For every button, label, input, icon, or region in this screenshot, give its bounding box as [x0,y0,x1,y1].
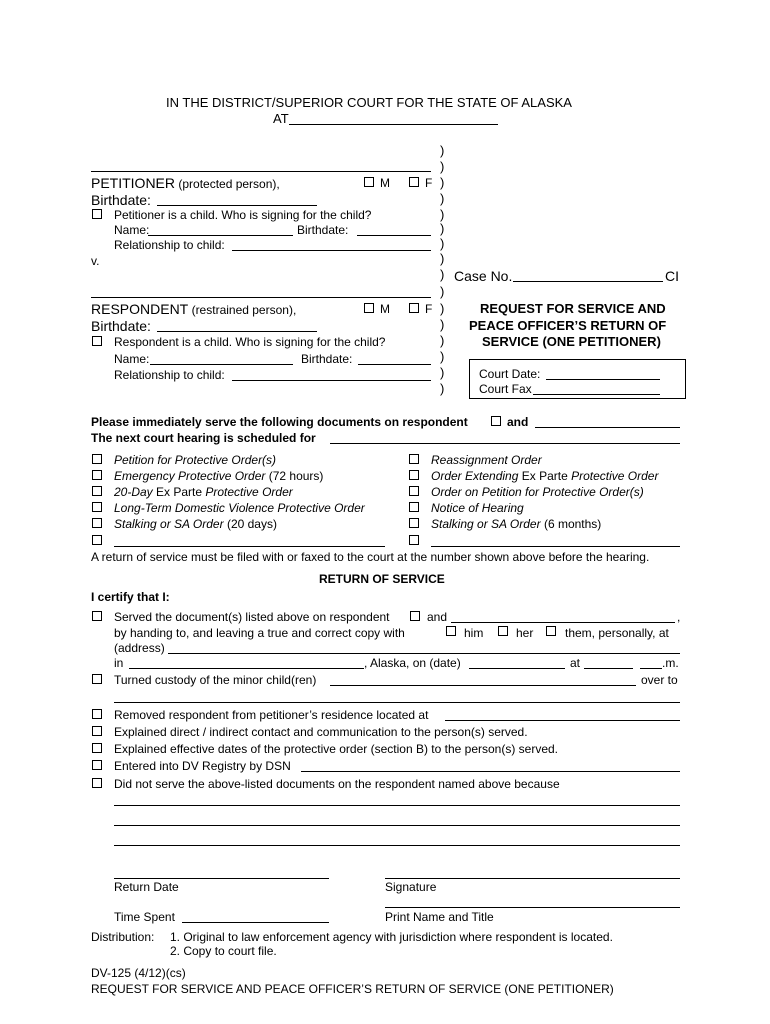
petitioner-relationship-line[interactable] [232,250,431,251]
reason-line-3[interactable] [114,845,680,846]
city-line[interactable] [129,668,364,669]
court-fax-line[interactable] [533,394,660,395]
court-date-line[interactable] [546,379,660,380]
respondent-signer-name-label: Name: [114,352,150,366]
service-date-line[interactable] [469,668,565,669]
respondent-relationship-label: Relationship to child: [114,368,225,382]
case-type-suffix: CI [665,268,679,284]
case-no-line[interactable] [513,281,663,282]
custody-recipient-line[interactable] [114,702,680,703]
explained-contact-checkbox[interactable] [92,726,102,736]
them-checkbox[interactable] [546,626,556,636]
distribution-label: Distribution: [91,930,155,944]
doc-left-item: Emergency Protective Order (72 hours) [114,469,324,483]
hearing-label: The next court hearing is scheduled for [91,431,316,445]
respondent-male-checkbox[interactable] [364,303,374,313]
serve-and-checkbox[interactable] [491,416,501,426]
petitioner-child-question: Petitioner is a child. Who is signing for the child? [114,208,372,222]
them-label: them, personally, at [565,626,669,640]
distribution-item: 2. Copy to court file. [170,944,277,958]
respondent-label: RESPONDENT (restrained person), [91,301,297,317]
doc-right-checkbox[interactable] [409,518,419,528]
petitioner-child-checkbox[interactable] [92,209,102,219]
respondent-child-question: Respondent is a child. Who is signing for the child? [114,335,386,349]
doc-left-checkbox[interactable] [92,470,102,480]
service-at-label: at [570,656,581,670]
respondent-signer-name-line[interactable] [150,364,293,365]
doc-left-checkbox[interactable] [92,454,102,464]
served-and-label: and [427,610,448,624]
alaska-on-label: , Alaska, on (date) [364,656,461,670]
handing-label: by handing to, and leaving a true and correct copy with [114,626,405,640]
served-comma: , [677,610,681,624]
removed-checkbox[interactable] [92,709,102,719]
address-label: (address) [114,641,165,655]
doc-left-checkbox[interactable] [92,502,102,512]
address-line[interactable] [168,653,680,654]
petitioner-female-label: F [425,176,433,190]
petitioner-label: PETITIONER (protected person), [91,175,280,191]
time-spent-label: Time Spent [114,910,175,924]
petitioner-male-label: M [380,176,390,190]
at-label: AT [273,111,289,126]
served-checkbox[interactable] [92,611,102,621]
print-name-label: Print Name and Title [385,910,494,924]
petitioner-relationship-label: Relationship to child: [114,238,225,252]
print-name-line[interactable] [385,907,680,908]
explained-contact-label: Explained direct / indirect contact and communication to the person(s) served. [114,725,528,739]
petitioner-birthdate-label: Birthdate: [91,192,151,208]
petitioner-male-checkbox[interactable] [364,177,374,187]
return-date-label: Return Date [114,880,179,894]
versus: v. [91,254,100,268]
her-label: her [516,626,534,640]
respondent-female-checkbox[interactable] [409,303,419,313]
doc-right-item: Reassignment Order [431,453,542,467]
doc-right-checkbox[interactable] [409,502,419,512]
serve-other-line[interactable] [535,427,680,428]
doc-left-other-checkbox[interactable] [92,535,102,545]
removed-label: Removed respondent from petitioner’s residence located at [114,708,429,722]
hearing-date-line[interactable] [330,443,680,444]
served-other-line[interactable] [451,622,675,623]
custody-label: Turned custody of the minor child(ren) [114,673,317,687]
service-time-line[interactable] [584,668,633,669]
signature-label: Signature [385,880,437,894]
him-checkbox[interactable] [446,626,456,636]
doc-right-checkbox[interactable] [409,454,419,464]
served-label: Served the document(s) listed above on respondent [114,610,390,624]
custody-checkbox[interactable] [92,674,102,684]
form-footer-title: REQUEST FOR SERVICE AND PEACE OFFICER’S RETURN OF SERVICE (ONE PETITIONER) [91,982,614,996]
court-date-label: Court Date: [479,367,541,381]
petitioner-female-checkbox[interactable] [409,177,419,187]
doc-left-checkbox[interactable] [92,486,102,496]
doc-left-item: Long-Term Domestic Violence Protective Order [114,501,365,515]
dv-registry-label: Entered into DV Registry by DSN [114,759,291,773]
doc-right-item: Notice of Hearing [431,501,524,515]
explained-dates-checkbox[interactable] [92,743,102,753]
doc-right-other-line[interactable] [431,546,680,547]
doc-right-item: Order on Petition for Protective Order(s) [431,485,644,499]
respondent-female-label: F [425,302,433,316]
doc-left-other-line[interactable] [114,546,385,547]
court-fax-label: Court Fax [479,382,532,396]
doc-left-checkbox[interactable] [92,518,102,528]
serve-instruction: Please immediately serve the following documents on respondent [91,415,468,429]
respondent-birthdate-label: Birthdate: [91,318,151,334]
return-notice: A return of service must be filed with or faxed to the court at the number shown above before the hearing. [91,550,650,564]
doc-right-item: Stalking or SA Order (6 months) [431,517,602,531]
serve-and-label: and [507,415,529,429]
petitioner-birthdate-line[interactable] [157,205,317,206]
doc-title-line-1: REQUEST FOR SERVICE AND [480,301,666,316]
in-label: in [114,656,124,670]
distribution-item: 1. Original to law enforcement agency with jurisdiction where respondent is located. [170,930,613,944]
respondent-relationship-line[interactable] [232,380,431,381]
doc-left-item: Stalking or SA Order (20 days) [114,517,277,531]
respondent-signer-birthdate-line[interactable] [358,364,431,365]
doc-title-line-3: SERVICE (ONE PETITIONER) [482,334,661,349]
return-date-line[interactable] [114,878,329,879]
doc-title-line-2: PEACE OFFICER’S RETURN OF [469,318,667,333]
reason-line-1[interactable] [114,805,680,806]
signature-line[interactable] [385,878,680,879]
served-and-checkbox[interactable] [410,611,420,621]
case-no-label: Case No. [454,268,513,284]
court-title: IN THE DISTRICT/SUPERIOR COURT FOR THE STATE OF ALASKA [166,95,572,110]
location-line[interactable] [289,124,498,125]
respondent-child-checkbox[interactable] [92,336,102,346]
petitioner-signer-birthdate-line[interactable] [357,235,431,236]
petitioner-signer-birthdate-label: Birthdate: [297,223,349,237]
return-heading: RETURN OF SERVICE [319,572,445,586]
petitioner-name-line[interactable] [91,171,431,172]
respondent-male-label: M [380,302,390,316]
respondent-name-line[interactable] [91,297,431,298]
residence-line[interactable] [445,720,680,721]
doc-right-item: Order Extending Ex Parte Protective Order [431,469,659,483]
certify-label: I certify that I: [91,590,170,604]
did-not-serve-label: Did not serve the above-listed documents on the respondent named above because [114,777,560,791]
respondent-signer-birthdate-label: Birthdate: [301,352,353,366]
custody-child-line[interactable] [330,685,636,686]
petitioner-signer-name-label: Name: [114,223,150,237]
her-checkbox[interactable] [498,626,508,636]
am-pm-line[interactable] [640,668,662,669]
dv-registry-checkbox[interactable] [92,760,102,770]
doc-right-checkbox[interactable] [409,486,419,496]
dsn-line[interactable] [301,771,680,772]
respondent-birthdate-line[interactable] [157,331,317,332]
reason-line-2[interactable] [114,825,680,826]
doc-left-item: 20-Day Ex Parte Protective Order [114,485,293,499]
petitioner-signer-name-line[interactable] [148,235,293,236]
am-pm-suffix: .m. [662,656,679,670]
over-to-label: over to [641,673,678,687]
explained-dates-label: Explained effective dates of the protective order (section B) to the person(s) served. [114,742,559,756]
doc-right-other-checkbox[interactable] [409,535,419,545]
form-number: DV-125 (4/12)(cs) [91,966,186,980]
doc-right-checkbox[interactable] [409,470,419,480]
doc-left-item: Petition for Protective Order(s) [114,453,277,467]
did-not-serve-checkbox[interactable] [92,778,102,788]
him-label: him [464,626,484,640]
time-spent-line[interactable] [182,922,329,923]
